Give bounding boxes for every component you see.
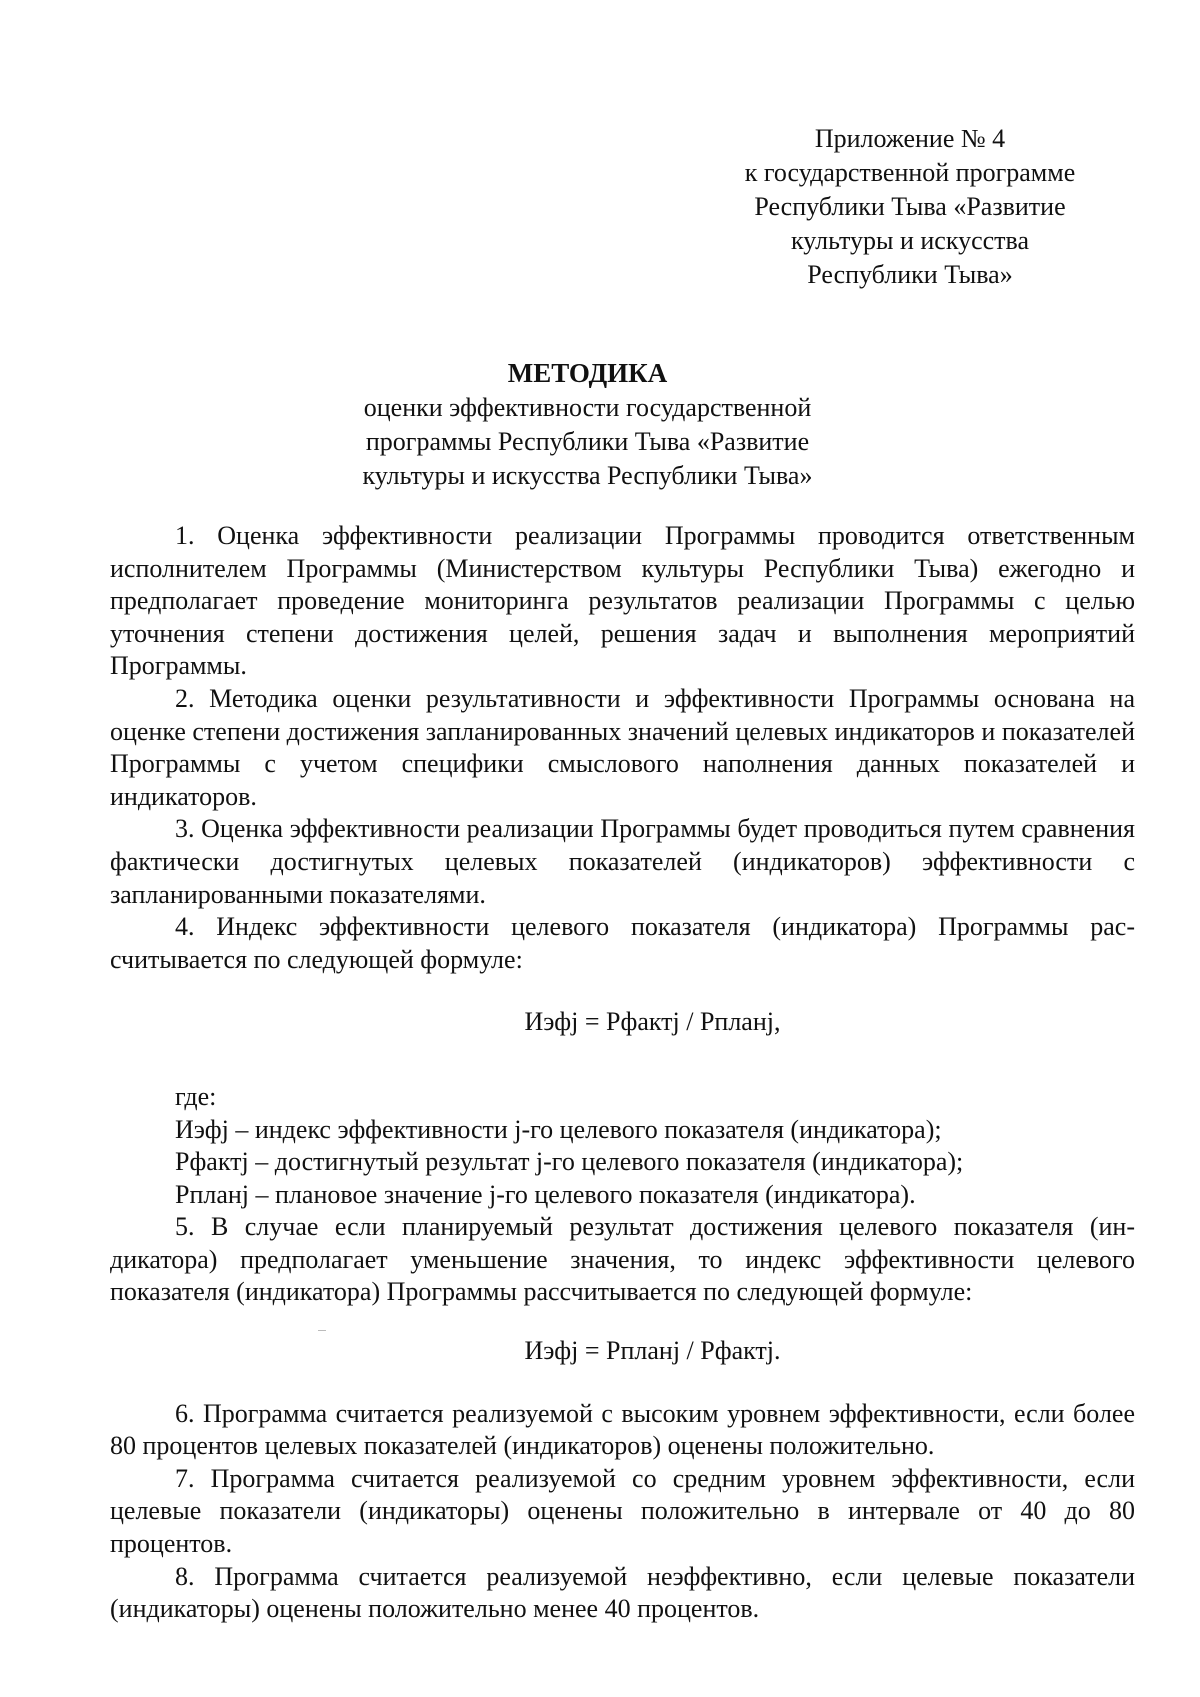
document-body <box>110 520 1135 1626</box>
formula-1: Иэфj = Рфактj / Рпланj, <box>524 1007 781 1037</box>
paragraph-2: 2. Методика оценки результативности и эффективности Программы основана на оценке степени достижения запланированных значений целевых индикаторов и показателей Программы с учетом специфики смыслового наполнения данных показателей и индикаторов. <box>110 683 1135 811</box>
paragraph-3: 3. Оценка эффективности реализации Программы будет проводиться путем сравнения фактически достигнутых целевых показателей (индикаторов) эффективности с запланированными показателями. <box>110 814 1135 909</box>
definitions <box>110 1081 1135 1211</box>
appendix-line: к государственной программе <box>744 158 1076 187</box>
paragraph-8: 8. Программа считается реализуемой неэффективно, если целевые показатели (индикаторы) оценены положительно менее 40 процентов. <box>110 1561 1135 1624</box>
appendix-line: культуры и искусства <box>791 226 1029 255</box>
definition-item: Рпланj – плановое значение j-го целевого показателя (индикатора). <box>175 1179 916 1209</box>
definition-item: Иэфj – индекс эффективности j-го целевого показателя (индикатора); <box>175 1114 942 1144</box>
paragraph-7: 7. Программа считается реализуемой со средним уровнем эффективности, если целевые показатели (индикаторы) оценены положительно в интервале от 40 до 80 процентов. <box>110 1463 1135 1559</box>
formula-2: Иэфj = Рпланj / Рфактj. <box>524 1336 781 1366</box>
title-subline: культуры и искусства Республики Тыва» <box>362 461 813 490</box>
title-main: МЕТОДИКА <box>507 358 668 388</box>
scan-artifact <box>318 1330 326 1331</box>
title-subline: программы Республики Тыва «Развитие <box>365 427 810 456</box>
paragraph-5: 5. В случае если планируемый результат достижения целевого показателя (индикатора) предполагает уменьшение значения, то индекс эффективности целевого показателя (индикатора) Программы рассчитывается по следующей формуле: <box>110 1212 1135 1307</box>
appendix-line: Республики Тыва «Развитие <box>754 192 1066 221</box>
appendix-line: Приложение № 4 <box>814 124 1006 153</box>
document-title <box>220 355 955 493</box>
where-label: где: <box>175 1081 217 1111</box>
paragraph-1: 1. Оценка эффективности реализации Программы проводится ответственным исполнителем Программы (Министерством культуры Республики Тыва) ежегодно и предполагает проведение мониторинга результатов реализации Программы с целью уточнения степени достижения целей, решения задач и выполнения мероприятий Программы. <box>110 521 1135 681</box>
paragraph-6: 6. Программа считается реализуемой с высоким уровнем эффективности, если более 80 процентов целевых показателей (индикаторов) оценены положительно. <box>110 1398 1135 1461</box>
appendix-header <box>720 122 1100 292</box>
title-subline: оценки эффективности государственной <box>363 393 812 422</box>
appendix-line: Республики Тыва» <box>807 260 1013 289</box>
definition-item: Рфактj – достигнутый результат j-го целевого показателя (индикатора); <box>175 1147 964 1177</box>
paragraph-4: 4. Индекс эффективности целевого показателя (индикатора) Программы рассчитывается по следующей формуле: <box>110 912 1135 974</box>
